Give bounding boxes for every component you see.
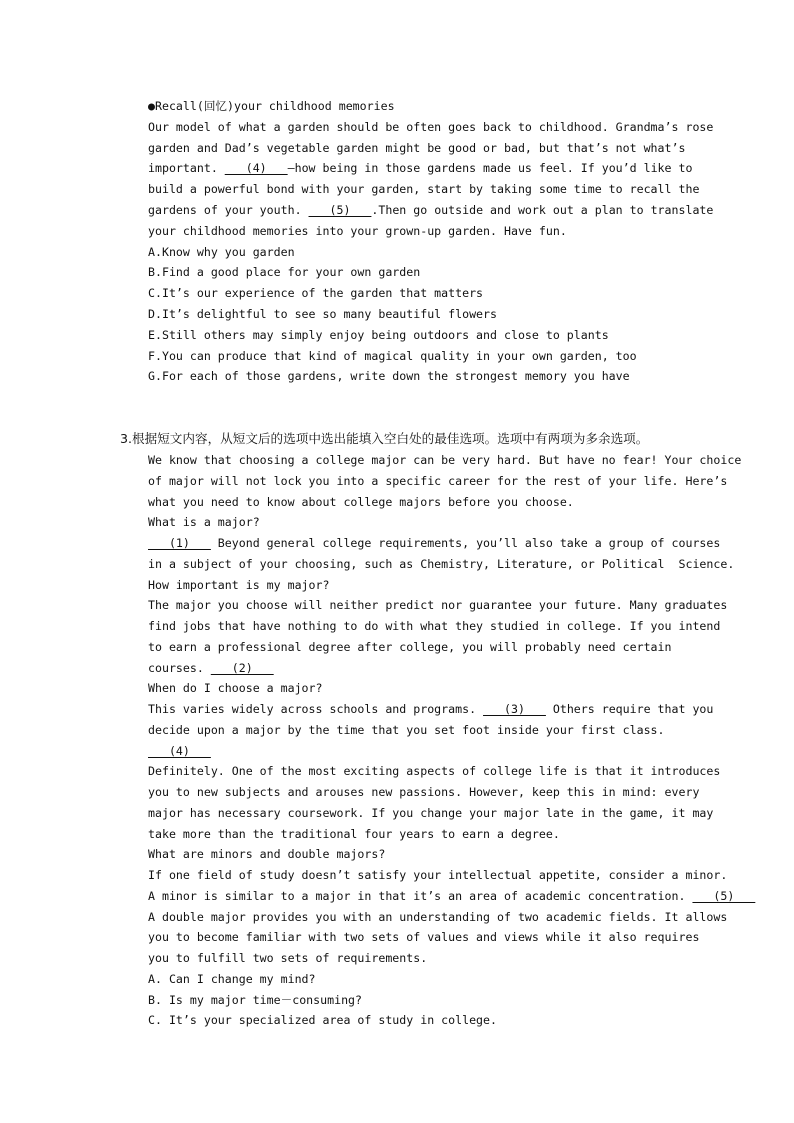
paragraph-line: Our model of what a garden should be often goes back to childhood. Grandma’s rose [148, 119, 714, 134]
paragraph-line: garden and Dad’s vegetable garden might be good or bad, but that’s not what’s [148, 140, 686, 155]
passage-line: Definitely. One of the most exciting aspects of college life is that it introduces [148, 764, 721, 779]
passage-line [148, 886, 756, 906]
line-text: Others require that you [545, 702, 714, 716]
passage-line: What are minors and double majors? [148, 847, 386, 862]
passage-line: What is a major? [148, 515, 260, 530]
passage-line: We know that choosing a college major can be very hard. But have no fear! Your choice [148, 453, 742, 467]
passage-line [148, 533, 721, 553]
option-item: E.Still others may simply enjoy being outdoors and close to plants [148, 327, 609, 342]
passage-line: A double major provides you with an understanding of two academic fields. It allows [148, 909, 728, 924]
paragraph-line [148, 200, 714, 220]
passage-line: When do I choose a major? [148, 681, 323, 696]
line-text: —how being in those gardens made us feel. If you’d like to [287, 161, 693, 176]
line-text: important. [148, 161, 225, 176]
option-item: A. Can I change my mind? [148, 971, 316, 986]
option-item: B.Find a good place for your own garden [148, 265, 421, 280]
line-text: courses. [148, 660, 211, 675]
passage-line [148, 741, 708, 761]
option-item: C.It’s our experience of the garden that matters [148, 286, 484, 301]
option-item: B. Is my major time－consuming? [148, 992, 363, 1007]
option-item: F.You can produce that kind of magical quality in your own garden, too [148, 348, 637, 363]
passage-line: you to become familiar with two sets of values and views while it also requires [148, 930, 700, 945]
passage-line: in a subject of your choosing, such as Chemistry, Literature, or Political Science. [148, 556, 735, 571]
passage-line [148, 699, 714, 719]
paragraph-line: build a powerful bond with your garden, start by taking some time to recall the [148, 182, 700, 197]
line-text: This varies widely across schools and programs. [148, 702, 484, 716]
line-text: gardens of your youth. [148, 203, 309, 217]
passage-line: find jobs that have nothing to do with what they studied in college. If you intend [148, 619, 721, 633]
answer-blank[interactable]: ___(5)___ [308, 203, 372, 217]
line-text: A minor is similar to a major in that it’s an area of academic concentration. [148, 888, 693, 903]
question-instruction: 3.根据短文内容，从短文后的选项中选出能填入空白处的最佳选项。选项中有两项为多余选项。 [120, 431, 649, 446]
option-item: D.It’s delightful to see so many beautiful flowers [148, 307, 498, 321]
answer-blank[interactable]: ___(2)___ [210, 660, 274, 675]
passage-line: The major you choose will neither predict nor guarantee your future. Many graduates [148, 598, 728, 613]
passage-line: major has necessary coursework. If you change your major late in the game, it may [148, 805, 714, 820]
paragraph-line [148, 158, 708, 178]
line-text: .Then go outside and work out a plan to translate [371, 203, 714, 217]
answer-blank[interactable]: ___(1)___ [148, 536, 211, 550]
passage-line: If one field of study doesn’t satisfy your intellectual appetite, consider a minor. [148, 868, 728, 882]
line-text: Beyond general college requirements, you’ll also take a group of courses [210, 536, 721, 550]
passage-line: decide upon a major by the time that you set foot inside your first class. [148, 722, 665, 737]
passage-line: what you need to know about college majors before you choose. [148, 494, 574, 509]
passage-line: of major will not lock you into a specific career for the rest of your life. Here’s [148, 473, 728, 488]
paragraph-line: your childhood memories into your grown-up garden. Have fun. [148, 223, 567, 238]
passage-line: you to new subjects and arouses new passions. However, keep this in mind: every [148, 785, 700, 799]
section-heading: ●Recall(回忆)your childhood memories [148, 99, 395, 113]
answer-blank[interactable]: ___(4)___ [224, 161, 288, 176]
passage-line: you to fulfill two sets of requirements. [148, 951, 428, 965]
answer-blank[interactable]: ___(3)___ [483, 702, 546, 716]
passage-line [148, 658, 708, 678]
answer-blank[interactable]: ___(5)___ [692, 888, 756, 903]
passage-line: How important is my major? [148, 577, 330, 592]
option-item: A.Know why you garden [148, 244, 295, 259]
option-item: C. It’s your specialized area of study in college. [148, 1013, 498, 1028]
option-item: G.For each of those gardens, write down the strongest memory you have [148, 369, 630, 384]
passage-line: to earn a professional degree after college, you will probably need certain [148, 639, 672, 654]
passage-line: take more than the traditional four years to earn a degree. [148, 826, 560, 841]
answer-blank[interactable]: ___(4)___ [148, 743, 211, 758]
